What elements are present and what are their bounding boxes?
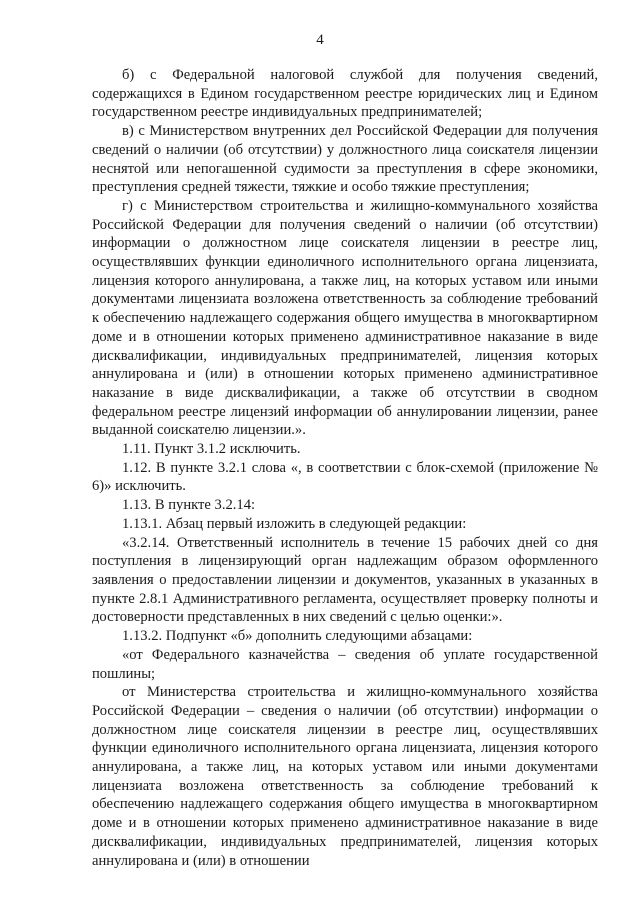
- document-body: [92, 66, 598, 870]
- paragraph-v-mvd: в) с Министерством внутренних дел Российской Федерации для получения сведений о наличии (об отсутствии) у должностного лица соискателя лицензии неснятой или непогашенной судимости за преступления в сфере экономики, преступления средней тяжести, тяжкие и особо тяжкие преступления;: [92, 123, 598, 196]
- page-number: 4: [316, 32, 324, 48]
- paragraph-minstroy-info: от Министерства строительства и жилищно-коммунального хозяйства Российской Федерации – сведения о наличии (об отсутствии) информации о должностном лице соискателя лицензии в реестре лиц, осуществлявших функции единоличного исполнительного органа лицензиата, лицензия которого аннулирована, а также лиц, на которых уставом или иными документами лицензиата возложена ответственность за соблюдение требований к обеспечению надлежащего содержания общего имущества в многоквартирном доме и в отношении которых применено административное наказание в виде дисквалификации, индивидуальных предпринимателей, лицензия которых аннулирована и (или) в отношении: [92, 684, 598, 869]
- paragraph-1-11: 1.11. Пункт 3.1.2 исключить.: [122, 441, 301, 458]
- paragraph-1-13: 1.13. В пункте 3.2.14:: [122, 497, 256, 514]
- paragraph-g-minstroy: г) с Министерством строительства и жилищно-коммунального хозяйства Российской Федерации для получения сведений о наличии (об отсутствии) информации о должностном лице соискателя лицензии в реестре лиц, осуществлявших функции единоличного исполнительного органа лицензиата, лицензия которого аннулирована, а также лиц, на которых уставом или иными документами лицензиата возложена ответственность за соблюдение требований к обеспечению надлежащего содержания общего имущества в многоквартирном доме и в отношении которых применено административное наказание в виде дисквалификации, индивидуальных предпринимателей, лицензия которых аннулирована и (или) в отношении которых применено административное наказание в виде дисквалификации, а также об отсутствии в сводном федеральном реестре лицензий информации об аннулировании лицензии, ранее выданной соискателю лицензии.».: [92, 197, 598, 439]
- paragraph-1-12: 1.12. В пункте 3.2.1 слова «, в соответствии с блок-схемой (приложение № 6)» исключить.: [92, 459, 598, 495]
- paragraph-3-2-14-text: «3.2.14. Ответственный исполнитель в течение 15 рабочих дней со дня поступления в лицензирующий орган надлежащим образом оформленного заявления о предоставлении лицензии и документов, указанных в указанных в пункте 2.8.1 Административного регламента, осуществляет проверку полноты и достоверности представленных в них сведений с целью оценки:».: [92, 534, 598, 626]
- paragraph-1-13-1: 1.13.1. Абзац первый изложить в следующей редакции:: [122, 515, 467, 532]
- paragraph-1-13-2: 1.13.2. Подпункт «б» дополнить следующими абзацами:: [122, 628, 473, 645]
- paragraph-b-fns: б) с Федеральной налоговой службой для получения сведений, содержащихся в Едином государственном реестре юридических лиц и Едином государственном реестре индивидуальных предпринимателей;: [92, 67, 598, 121]
- paragraph-treasury: «от Федерального казначейства – сведения об уплате государственной пошлины;: [92, 646, 598, 682]
